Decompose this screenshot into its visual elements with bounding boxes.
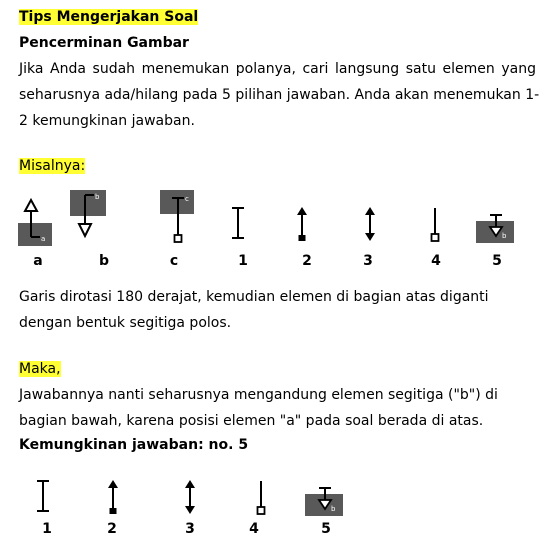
svg-text:b: b [502, 232, 507, 240]
answer-label-5: 5 [321, 521, 331, 537]
figure-label-3: 3 [363, 253, 373, 269]
figure-label-c: c [169, 253, 179, 269]
figure-option-1 [228, 205, 248, 245]
answer-label-3: 3 [185, 521, 195, 537]
svg-text:b: b [331, 505, 336, 513]
figure-label-5: 5 [492, 253, 502, 269]
answer-line-1: Jawabannya nanti seharusnya mengandung elemen segitiga ("b") di [19, 387, 498, 403]
example-heading [19, 153, 85, 179]
answer-figure-3 [180, 478, 200, 518]
intro-line-3: 2 kemungkinan jawaban. [19, 113, 195, 129]
figure-c [160, 190, 200, 246]
figure-label-4: 4 [431, 253, 441, 269]
figure-option-3 [360, 205, 380, 245]
figure-label-b: b [98, 253, 110, 269]
figure-b [70, 190, 110, 245]
figure-option-4 [425, 205, 445, 245]
figure-label-2: 2 [302, 253, 312, 269]
answer-figure-2 [103, 478, 123, 518]
explanation-line-1: Garis dirotasi 180 derajat, kemudian elemen di bagian atas diganti [19, 289, 489, 305]
svg-text:a: a [41, 235, 46, 243]
example-heading-highlight: Misalnya: [19, 158, 86, 174]
conclusion: Kemungkinan jawaban: no. 5 [19, 437, 249, 453]
answer-label-2: 2 [107, 521, 117, 537]
maka-heading-highlight: Maka, [19, 361, 61, 377]
answer-label-1: 1 [42, 521, 52, 537]
answer-label-4: 4 [249, 521, 259, 537]
answer-figure-5 [304, 478, 349, 518]
figure-option-2 [292, 205, 312, 245]
figure-label-a: a [33, 253, 43, 269]
answer-figure-4 [251, 478, 271, 518]
figure-a [18, 195, 58, 250]
figure-label-1: 1 [238, 253, 248, 269]
answer-line-2: bagian bawah, karena posisi elemen "a" pada soal berada di atas. [19, 413, 484, 429]
explanation-line-2: dengan bentuk segitiga polos. [19, 315, 232, 331]
tips-title-highlight: Tips Mengerjakan Soal [19, 9, 199, 25]
intro-line-1: Jika Anda sudah menemukan polanya, cari langsung satu elemen yang [19, 61, 536, 77]
tips-title [19, 4, 198, 30]
section-title: Pencerminan Gambar [19, 35, 189, 51]
svg-text:c: c [185, 195, 189, 203]
svg-text:b: b [95, 193, 100, 201]
intro-line-2: seharusnya ada/hilang pada 5 pilihan jawaban. Anda akan menemukan 1- [19, 87, 540, 103]
answer-figure-1 [33, 478, 53, 518]
figure-option-5 [475, 205, 520, 245]
maka-heading [19, 356, 61, 382]
